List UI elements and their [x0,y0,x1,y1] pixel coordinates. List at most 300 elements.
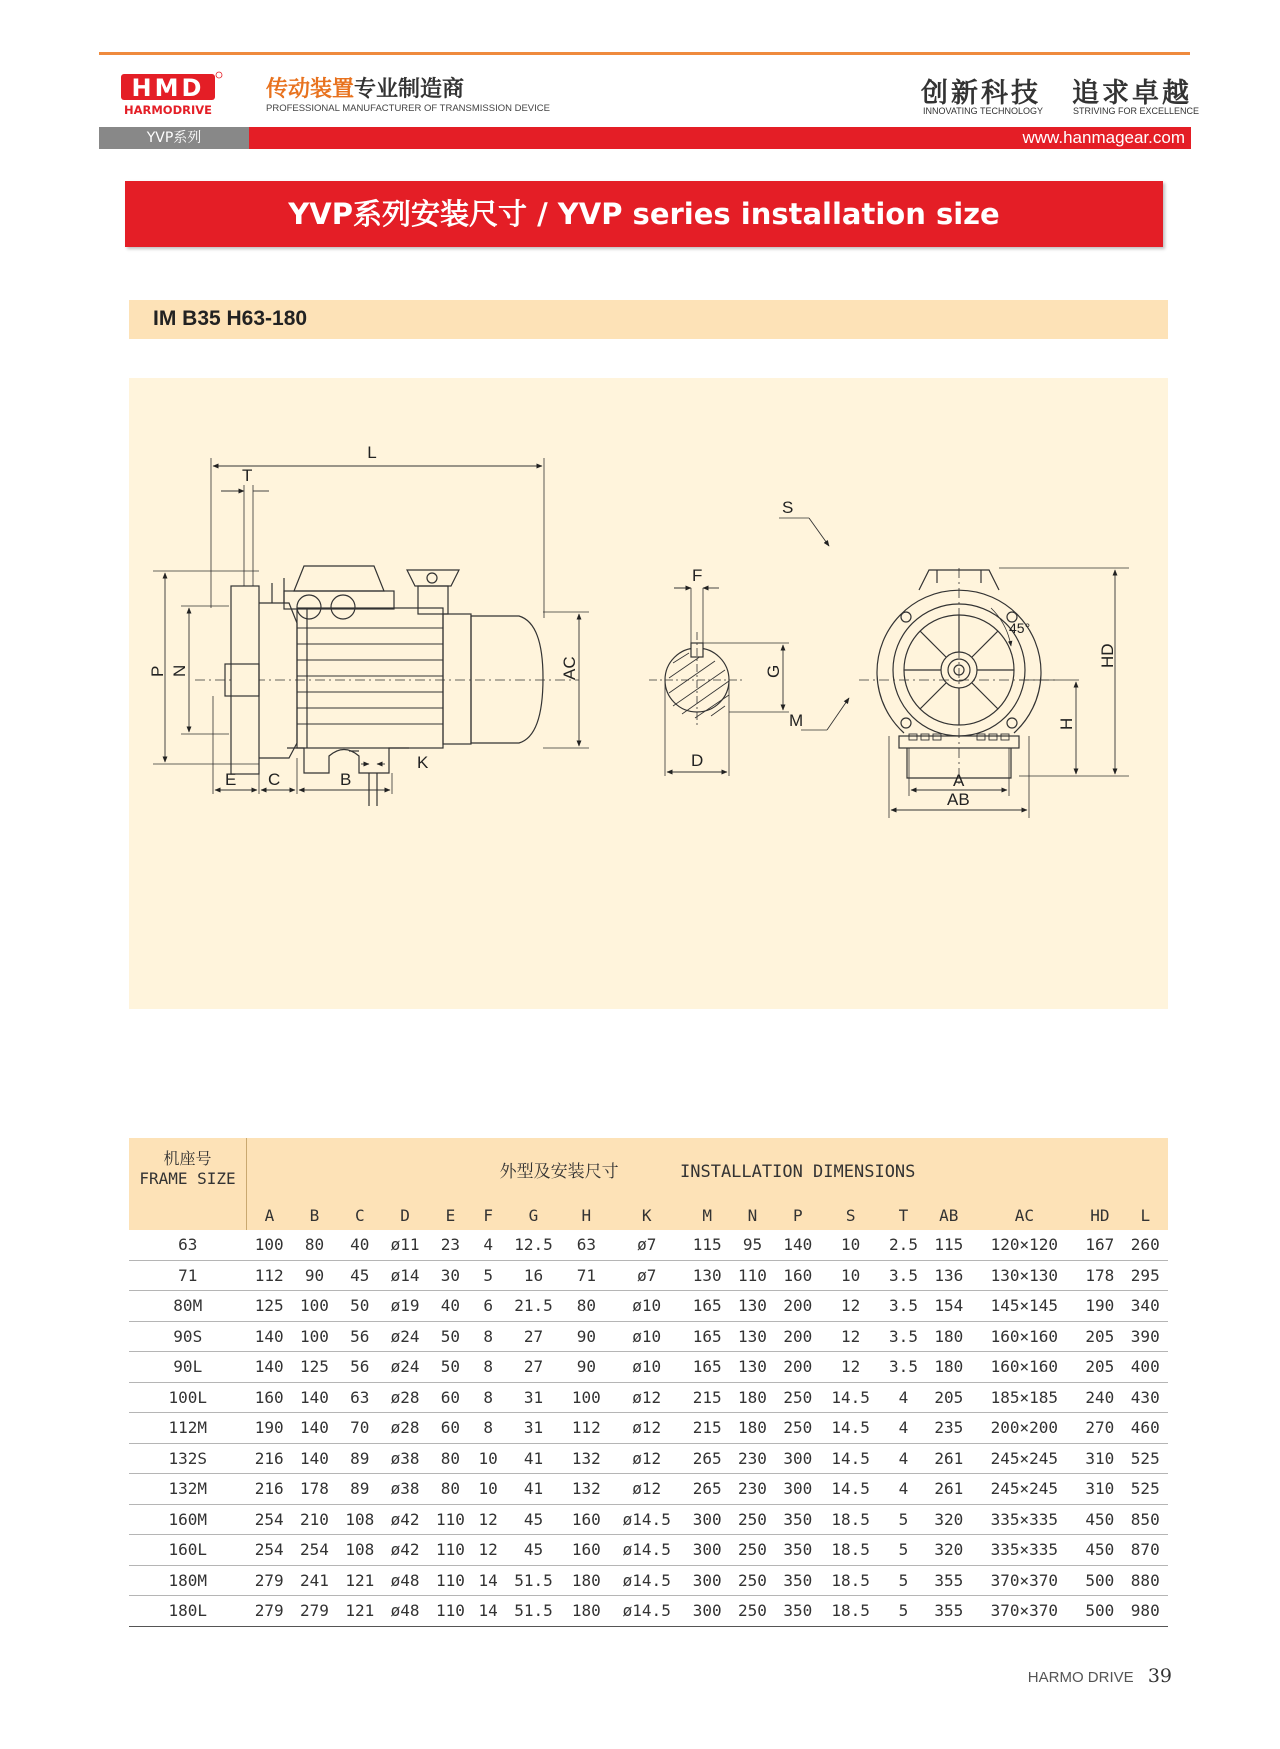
dimension-cell: 41 [503,1443,563,1474]
dimension-cell: 130 [685,1260,730,1291]
table-row [129,1535,1168,1566]
dimension-cell: 14 [473,1565,503,1596]
dimension-cell: 56 [337,1352,382,1383]
dimension-cell: 250 [730,1596,775,1627]
dimension-cell: 89 [337,1474,382,1505]
dimension-cell: 180 [926,1352,971,1383]
frame-size-cell: 63 [129,1230,247,1260]
dimension-cell: 2.5 [881,1230,926,1260]
svg-text:45°: 45° [1009,620,1031,636]
dimension-cell: 132 [564,1474,609,1505]
dimension-cell: 3.5 [881,1260,926,1291]
dimension-cell: 254 [247,1535,292,1566]
dimension-cell: ø11 [382,1230,427,1260]
dimension-cell: 500 [1077,1596,1122,1627]
dimension-cell: 14.5 [820,1382,880,1413]
dimension-cell: 167 [1077,1230,1122,1260]
dimension-cell: 216 [247,1443,292,1474]
dimension-cell: ø14.5 [609,1504,685,1535]
dimension-cell: 165 [685,1352,730,1383]
dimension-cell: 460 [1123,1413,1168,1444]
table-body [129,1230,1168,1626]
dimension-cell: 880 [1123,1565,1168,1596]
dimension-cell: 154 [926,1291,971,1322]
dimension-cell: 90 [292,1260,337,1291]
end-view [779,498,1129,818]
dimension-cell: 100 [247,1230,292,1260]
dimension-cell: 6 [473,1291,503,1322]
dimension-cell: 180 [730,1413,775,1444]
column-header: A [247,1200,292,1230]
dimension-cell: 300 [775,1474,820,1505]
dimension-cell: 320 [926,1504,971,1535]
series-tab: YVP系列 [99,127,249,149]
dimension-cell: 200×200 [971,1413,1077,1444]
frame-size-cell: 100L [129,1382,247,1413]
dimension-cell: 130 [730,1321,775,1352]
dimension-cell: 190 [247,1413,292,1444]
dimension-cell: 12 [473,1504,503,1535]
column-header: C [337,1200,382,1230]
dimension-cell: 260 [1123,1230,1168,1260]
dimension-cell: 4 [881,1443,926,1474]
dimension-cell: 340 [1123,1291,1168,1322]
dimension-cell: 250 [775,1382,820,1413]
column-header: L [1123,1200,1168,1230]
dimension-cell: 160×160 [971,1321,1077,1352]
dimension-cell: 45 [503,1535,563,1566]
technical-drawing [129,378,1168,1009]
dimension-cell: 279 [247,1565,292,1596]
dimension-cell: 18.5 [820,1504,880,1535]
svg-text:H: H [1057,717,1076,730]
dimension-cell: 8 [473,1413,503,1444]
dimension-cell: 130 [730,1291,775,1322]
dimension-cell: 180 [564,1596,609,1627]
dimension-cell: 100 [292,1321,337,1352]
dimension-cell: 185×185 [971,1382,1077,1413]
dimension-cell: 850 [1123,1504,1168,1535]
svg-text:D: D [691,751,704,770]
dimension-cell: 215 [685,1382,730,1413]
dimension-cell: 205 [1077,1352,1122,1383]
dimension-cell: 18.5 [820,1596,880,1627]
dimension-cell: 40 [337,1230,382,1260]
dimension-cell: ø14.5 [609,1596,685,1627]
installation-dimensions-header: 外型及安装尺寸 INSTALLATION DIMENSIONS [499,1161,916,1182]
dimension-cell: 230 [730,1443,775,1474]
dimension-cell: 3.5 [881,1321,926,1352]
dimension-cell: 71 [564,1260,609,1291]
dimension-cell: 450 [1077,1504,1122,1535]
dimension-cell: 980 [1123,1596,1168,1627]
page-title: YVP系列安装尺寸 / YVP series installation size [125,181,1163,247]
dimension-cell: ø12 [609,1474,685,1505]
dimension-cell: 112 [247,1260,292,1291]
column-header: E [428,1200,473,1230]
dimension-cell: 136 [926,1260,971,1291]
dimension-cell: ø7 [609,1260,685,1291]
table-header-group [129,1138,1168,1200]
dimension-cell: 300 [685,1504,730,1535]
dimension-cell: 108 [337,1535,382,1566]
dimension-cell: 300 [775,1443,820,1474]
column-header: G [503,1200,563,1230]
dimension-cell: 3.5 [881,1352,926,1383]
dimension-cell: 140 [775,1230,820,1260]
svg-text:G: G [764,664,783,678]
svg-text:HMD: HMD [131,74,205,102]
dimension-cell: 5 [881,1504,926,1535]
dimension-cell: 63 [564,1230,609,1260]
dimension-cell: 3.5 [881,1291,926,1322]
frame-size-cell: 180M [129,1565,247,1596]
table-row [129,1565,1168,1596]
dimension-table [129,1138,1168,1627]
dimension-cell: 235 [926,1413,971,1444]
page-number: 39 [1147,1665,1172,1687]
dimension-cell: 100 [564,1382,609,1413]
dimension-cell: 41 [503,1474,563,1505]
dimension-cell: 110 [428,1565,473,1596]
dimension-cell: 450 [1077,1535,1122,1566]
dimension-cell: ø12 [609,1413,685,1444]
dimension-cell: 31 [503,1413,563,1444]
column-header: HD [1077,1200,1122,1230]
column-header: AC [971,1200,1077,1230]
dimension-cell: 90 [564,1321,609,1352]
dimension-cell: 89 [337,1443,382,1474]
column-header: P [775,1200,820,1230]
dimension-cell: 160×160 [971,1352,1077,1383]
dimension-cell: 350 [775,1535,820,1566]
dimension-cell: 200 [775,1352,820,1383]
dimension-cell: 51.5 [503,1565,563,1596]
dimension-cell: 45 [503,1504,563,1535]
page-footer [1028,1665,1172,1687]
dimension-cell: 241 [292,1565,337,1596]
frame-size-cell: 80M [129,1291,247,1322]
dimension-cell: 115 [926,1230,971,1260]
dimension-cell: 12 [820,1321,880,1352]
dimension-cell: 335×335 [971,1504,1077,1535]
column-header: N [730,1200,775,1230]
svg-text:HARMODRIVE: HARMODRIVE [123,103,213,117]
dimension-cell: 140 [292,1382,337,1413]
frame-size-cell: 132M [129,1474,247,1505]
dimension-cell: 115 [685,1230,730,1260]
dimension-cell: 250 [730,1535,775,1566]
column-header: M [685,1200,730,1230]
dimension-cell: 200 [775,1321,820,1352]
dimension-cell: 132 [564,1443,609,1474]
svg-text:L: L [367,443,377,462]
dimension-cell: 100 [292,1291,337,1322]
dimension-cell: 355 [926,1596,971,1627]
dimension-cell: ø10 [609,1321,685,1352]
dimension-cell: 320 [926,1535,971,1566]
dimension-cell: 130 [730,1352,775,1383]
dimension-cell: 5 [881,1565,926,1596]
dimension-cell: 165 [685,1291,730,1322]
svg-text:A: A [953,771,965,790]
dimension-cell: 12 [820,1352,880,1383]
section-subheading [129,300,1168,339]
svg-text:B: B [340,770,352,789]
dimension-cell: 178 [1077,1260,1122,1291]
dimension-cell: 90 [564,1352,609,1383]
dimension-cell: 270 [1077,1413,1122,1444]
dimension-cell: 279 [292,1596,337,1627]
dimension-cell: 18.5 [820,1565,880,1596]
dimension-cell: 160 [775,1260,820,1291]
dimension-cell: 300 [685,1565,730,1596]
slogan-striving-en: STRIVING FOR EXCELLENCE [1073,106,1200,116]
svg-text:K: K [417,753,429,772]
dimension-cell: 350 [775,1596,820,1627]
dimension-cell: 10 [820,1230,880,1260]
svg-text:S: S [782,498,794,517]
dimension-cell: 80 [428,1474,473,1505]
dimension-cell: 112 [564,1413,609,1444]
dimension-cell: 295 [1123,1260,1168,1291]
table-row [129,1291,1168,1322]
website-link[interactable]: www.hanmagear.com [1022,128,1185,147]
dimension-cell: 265 [685,1474,730,1505]
dimension-cell: 335×335 [971,1535,1077,1566]
dimension-cell: 145×145 [971,1291,1077,1322]
dimension-cell: ø14.5 [609,1565,685,1596]
dimension-cell: 4 [881,1382,926,1413]
dimension-cell: 140 [247,1321,292,1352]
dimension-cell: 60 [428,1382,473,1413]
table-row [129,1474,1168,1505]
dimension-cell: 80 [564,1291,609,1322]
dimension-cell: 190 [1077,1291,1122,1322]
dimension-cell: ø24 [382,1352,427,1383]
dimension-cell: 250 [730,1504,775,1535]
dimension-cell: 245×245 [971,1443,1077,1474]
tagline-cn: 传动装置专业制造商 [266,77,465,102]
dimension-cell: 430 [1123,1382,1168,1413]
table-row [129,1596,1168,1627]
dimension-cell: 370×370 [971,1596,1077,1627]
column-header-row [129,1200,1168,1230]
dimension-cell: 350 [775,1565,820,1596]
frame-size-cell: 160M [129,1504,247,1535]
dimension-cell: 40 [428,1291,473,1322]
frame-size-cell: 71 [129,1260,247,1291]
dimension-cell: 60 [428,1413,473,1444]
dimension-cell: 110 [428,1504,473,1535]
dimension-cell: 14.5 [820,1413,880,1444]
svg-text:P: P [148,665,167,677]
frame-size-header: 机座号 FRAME SIZE [129,1138,247,1200]
frame-size-cell: 112M [129,1413,247,1444]
dimension-cell: 51.5 [503,1596,563,1627]
dimension-cell: 95 [730,1230,775,1260]
dimension-cell: 300 [685,1535,730,1566]
dimension-cell: 18.5 [820,1535,880,1566]
dimension-cell: 10 [473,1474,503,1505]
dimension-cell: 70 [337,1413,382,1444]
dimension-cell: 210 [292,1504,337,1535]
svg-text:F: F [692,566,703,585]
slogan-innovating-en: INNOVATING TECHNOLOGY [923,106,1044,116]
dimension-cell: 14.5 [820,1474,880,1505]
dimension-cell: 12 [820,1291,880,1322]
dimension-cell: 300 [685,1596,730,1627]
svg-text:C: C [268,770,281,789]
dimension-cell: 180 [730,1382,775,1413]
dimension-cell: 140 [292,1443,337,1474]
svg-text:M: M [789,711,804,730]
dimension-cell: 10 [820,1260,880,1291]
dimension-cell: 14.5 [820,1443,880,1474]
dimension-cell: 261 [926,1443,971,1474]
side-view [148,443,589,806]
dimension-cell: ø38 [382,1474,427,1505]
svg-text:AC: AC [560,656,579,680]
dimension-cell: 230 [730,1474,775,1505]
dimension-cell: 400 [1123,1352,1168,1383]
table-row [129,1230,1168,1260]
frame-size-cell: 160L [129,1535,247,1566]
dimension-cell: 240 [1077,1382,1122,1413]
dimension-cell: 310 [1077,1443,1122,1474]
footer-brand: HARMO DRIVE [1027,1669,1134,1686]
table-row [129,1504,1168,1535]
dimension-cell: 110 [428,1535,473,1566]
dimension-cell: ø24 [382,1321,427,1352]
dimension-cell: 5 [881,1596,926,1627]
column-header: K [609,1200,685,1230]
dimension-cell: 165 [685,1321,730,1352]
dimension-cell: 120×120 [971,1230,1077,1260]
dimension-cell: 525 [1123,1443,1168,1474]
dimension-cell: 80 [428,1443,473,1474]
column-header: T [881,1200,926,1230]
slogan-innovating: 创新科技 [921,78,1041,109]
dimension-cell: 21.5 [503,1291,563,1322]
dimension-cell: 4 [473,1230,503,1260]
dimension-cell: 8 [473,1321,503,1352]
dimension-cell: ø38 [382,1443,427,1474]
svg-text:AB: AB [947,790,970,809]
dimension-cell: 180 [564,1565,609,1596]
dimension-cell: ø10 [609,1291,685,1322]
dimension-cell: 500 [1077,1565,1122,1596]
dimension-cell: 8 [473,1382,503,1413]
svg-text:E: E [225,770,237,789]
table-row [129,1413,1168,1444]
dimension-cell: 45 [337,1260,382,1291]
column-header: H [564,1200,609,1230]
dimension-cell: 140 [292,1413,337,1444]
dimension-cell: 160 [564,1535,609,1566]
dimension-cell: 4 [881,1474,926,1505]
dimension-cell: 63 [337,1382,382,1413]
slogan-striving: 追求卓越 [1072,78,1192,109]
dimension-cell: ø28 [382,1382,427,1413]
dimension-cell: 261 [926,1474,971,1505]
dimension-cell: 27 [503,1321,563,1352]
dimension-cell: 27 [503,1352,563,1383]
table-row [129,1321,1168,1352]
dimension-cell: ø42 [382,1535,427,1566]
dimension-cell: 160 [564,1504,609,1535]
dimension-cell: 250 [730,1565,775,1596]
dimension-cell: 216 [247,1474,292,1505]
svg-text:HD: HD [1098,643,1117,668]
dimension-cell: 5 [473,1260,503,1291]
column-header: D [382,1200,427,1230]
dimension-cell: 31 [503,1382,563,1413]
dimension-cell: 205 [1077,1321,1122,1352]
table-row [129,1352,1168,1383]
header-rule [99,52,1190,55]
section-subheading-text: IM B35 H63-180 [153,307,308,330]
dimension-cell: 10 [473,1443,503,1474]
dimension-cell: 121 [337,1565,382,1596]
dimension-cell: 121 [337,1596,382,1627]
dimension-cell: 125 [292,1352,337,1383]
dimension-cell: 200 [775,1291,820,1322]
shaft-section-view [649,566,789,776]
dimension-cell: 245×245 [971,1474,1077,1505]
dimension-cell: 14 [473,1596,503,1627]
dimension-cell: 12.5 [503,1230,563,1260]
frame-size-cell: 180L [129,1596,247,1627]
dimension-cell: 355 [926,1565,971,1596]
dimension-cell: 110 [428,1596,473,1627]
dimension-cell: 125 [247,1291,292,1322]
dimension-cell: ø14 [382,1260,427,1291]
column-header: F [473,1200,503,1230]
dimension-cell: 350 [775,1504,820,1535]
dimension-cell: 310 [1077,1474,1122,1505]
brand-logo [121,70,223,120]
dimension-cell: 50 [428,1321,473,1352]
dimension-cell: 279 [247,1596,292,1627]
column-header: AB [926,1200,971,1230]
dimension-cell: 140 [247,1352,292,1383]
dimension-cell: ø48 [382,1596,427,1627]
dimension-cell: 23 [428,1230,473,1260]
dimension-cell: ø10 [609,1352,685,1383]
dimension-cell: 130×130 [971,1260,1077,1291]
table-row [129,1260,1168,1291]
dimension-cell: 265 [685,1443,730,1474]
dimension-cell: 30 [428,1260,473,1291]
dimension-cell: 160 [247,1382,292,1413]
dimension-cell: 50 [337,1291,382,1322]
dimension-cell: 180 [926,1321,971,1352]
table-row [129,1382,1168,1413]
dimension-cell: 370×370 [971,1565,1077,1596]
dimension-cell: ø7 [609,1230,685,1260]
dimension-cell: 12 [473,1535,503,1566]
dimension-cell: 390 [1123,1321,1168,1352]
dimension-cell: ø12 [609,1382,685,1413]
dimension-cell: ø42 [382,1504,427,1535]
dimension-cell: 8 [473,1352,503,1383]
dimension-cell: ø12 [609,1443,685,1474]
dimension-cell: ø28 [382,1413,427,1444]
svg-text:N: N [170,664,189,677]
svg-text:T: T [242,466,253,485]
column-header: B [292,1200,337,1230]
